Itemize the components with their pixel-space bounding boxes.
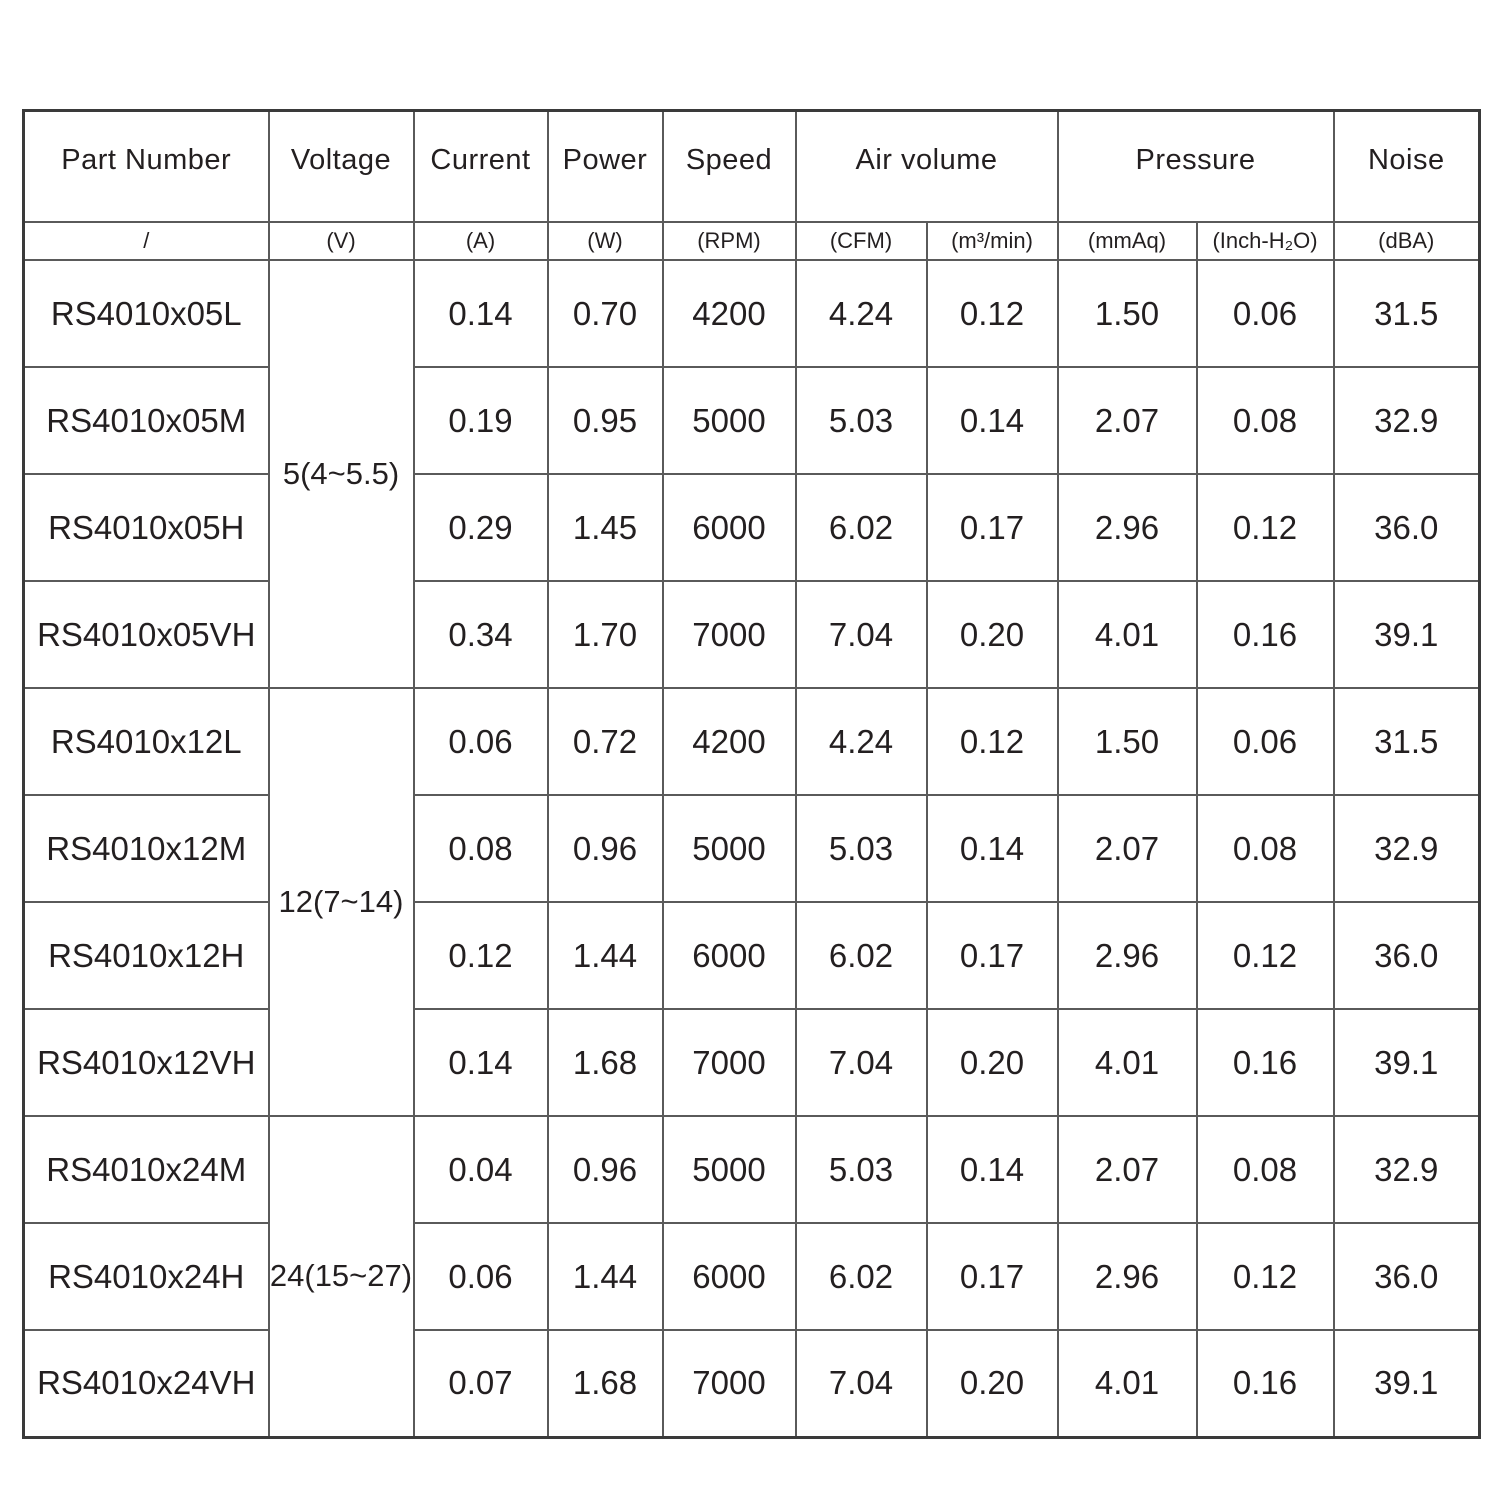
speed-cell: 6000 [663,1223,796,1330]
header-power: Power [548,111,663,223]
part-number-cell: RS4010x12M [24,795,269,902]
pressure-mmaq-cell: 2.07 [1058,367,1197,474]
air-cfm-cell: 4.24 [796,688,927,795]
speed-cell: 4200 [663,688,796,795]
part-number-cell: RS4010x24H [24,1223,269,1330]
pressure-mmaq-cell: 2.96 [1058,902,1197,1009]
air-m3-cell: 0.17 [927,1223,1058,1330]
pressure-mmaq-cell: 2.07 [1058,795,1197,902]
part-number-cell: RS4010x05M [24,367,269,474]
air-cfm-cell: 6.02 [796,902,927,1009]
noise-cell: 36.0 [1334,1223,1480,1330]
header-voltage: Voltage [269,111,414,223]
noise-cell: 32.9 [1334,1116,1480,1223]
power-cell: 1.70 [548,581,663,688]
table-row [24,474,1480,581]
power-cell: 0.72 [548,688,663,795]
table-row [24,1223,1480,1330]
voltage-group-cell: 5(4~5.5) [269,260,414,688]
noise-cell: 36.0 [1334,474,1480,581]
air-m3-cell: 0.17 [927,902,1058,1009]
speed-cell: 5000 [663,795,796,902]
noise-cell: 39.1 [1334,1009,1480,1116]
part-number-cell: RS4010x24VH [24,1330,269,1437]
pressure-mmaq-cell: 4.01 [1058,581,1197,688]
speed-cell: 6000 [663,902,796,1009]
unit-voltage: (V) [269,222,414,260]
fan-spec-table [22,109,1481,1439]
part-number-cell: RS4010x12L [24,688,269,795]
noise-cell: 36.0 [1334,902,1480,1009]
air-cfm-cell: 5.03 [796,367,927,474]
power-cell: 1.44 [548,902,663,1009]
current-cell: 0.08 [414,795,548,902]
current-cell: 0.12 [414,902,548,1009]
current-cell: 0.34 [414,581,548,688]
pressure-inch-cell: 0.16 [1197,581,1334,688]
pressure-inch-cell: 0.12 [1197,902,1334,1009]
current-cell: 0.29 [414,474,548,581]
current-cell: 0.14 [414,260,548,367]
table-row [24,367,1480,474]
unit-pressure-mmaq: (mmAq) [1058,222,1197,260]
header-pressure: Pressure [1058,111,1334,223]
air-m3-cell: 0.20 [927,1330,1058,1437]
air-m3-cell: 0.14 [927,367,1058,474]
pressure-inch-cell: 0.08 [1197,367,1334,474]
air-cfm-cell: 7.04 [796,1330,927,1437]
part-number-cell: RS4010x12VH [24,1009,269,1116]
part-number-cell: RS4010x24M [24,1116,269,1223]
part-number-cell: RS4010x05L [24,260,269,367]
pressure-mmaq-cell: 1.50 [1058,688,1197,795]
unit-power: (W) [548,222,663,260]
table-row [24,260,1480,367]
pressure-inch-cell: 0.16 [1197,1009,1334,1116]
header-current: Current [414,111,548,223]
air-cfm-cell: 6.02 [796,1223,927,1330]
noise-cell: 31.5 [1334,688,1480,795]
power-cell: 0.96 [548,795,663,902]
unit-pressure-inch: (Inch-H₂O) [1197,222,1334,260]
pressure-mmaq-cell: 2.96 [1058,1223,1197,1330]
noise-cell: 32.9 [1334,367,1480,474]
air-m3-cell: 0.20 [927,1009,1058,1116]
pressure-mmaq-cell: 1.50 [1058,260,1197,367]
speed-cell: 7000 [663,1330,796,1437]
table-row [24,902,1480,1009]
power-cell: 1.45 [548,474,663,581]
header-noise: Noise [1334,111,1480,223]
part-number-cell: RS4010x05H [24,474,269,581]
voltage-group-cell: 24(15~27) [269,1116,414,1437]
table-row [24,688,1480,795]
speed-cell: 7000 [663,581,796,688]
current-cell: 0.06 [414,1223,548,1330]
pressure-mmaq-cell: 4.01 [1058,1330,1197,1437]
noise-cell: 31.5 [1334,260,1480,367]
speed-cell: 5000 [663,367,796,474]
pressure-mmaq-cell: 4.01 [1058,1009,1197,1116]
unit-air-m3: (m³/min) [927,222,1058,260]
air-m3-cell: 0.17 [927,474,1058,581]
air-m3-cell: 0.12 [927,260,1058,367]
header-part-number: Part Number [24,111,269,223]
air-m3-cell: 0.12 [927,688,1058,795]
air-m3-cell: 0.20 [927,581,1058,688]
noise-cell: 32.9 [1334,795,1480,902]
part-number-cell: RS4010x05VH [24,581,269,688]
header-speed: Speed [663,111,796,223]
speed-cell: 4200 [663,260,796,367]
noise-cell: 39.1 [1334,1330,1480,1437]
air-cfm-cell: 4.24 [796,260,927,367]
current-cell: 0.14 [414,1009,548,1116]
power-cell: 1.68 [548,1330,663,1437]
pressure-inch-cell: 0.08 [1197,1116,1334,1223]
pressure-mmaq-cell: 2.96 [1058,474,1197,581]
air-cfm-cell: 7.04 [796,1009,927,1116]
pressure-inch-cell: 0.16 [1197,1330,1334,1437]
pressure-mmaq-cell: 2.07 [1058,1116,1197,1223]
table-row [24,581,1480,688]
unit-air-cfm: (CFM) [796,222,927,260]
current-cell: 0.04 [414,1116,548,1223]
power-cell: 0.96 [548,1116,663,1223]
table-row [24,1009,1480,1116]
speed-cell: 5000 [663,1116,796,1223]
pressure-inch-cell: 0.08 [1197,795,1334,902]
current-cell: 0.06 [414,688,548,795]
air-cfm-cell: 6.02 [796,474,927,581]
pressure-inch-cell: 0.12 [1197,474,1334,581]
table-row [24,795,1480,902]
current-cell: 0.07 [414,1330,548,1437]
header-air-volume: Air volume [796,111,1058,223]
air-m3-cell: 0.14 [927,795,1058,902]
power-cell: 0.70 [548,260,663,367]
table-row [24,1330,1480,1437]
pressure-inch-cell: 0.06 [1197,688,1334,795]
air-cfm-cell: 7.04 [796,581,927,688]
unit-current: (A) [414,222,548,260]
header-row [24,111,1480,223]
unit-speed: (RPM) [663,222,796,260]
unit-row [24,222,1480,260]
pressure-inch-cell: 0.06 [1197,260,1334,367]
part-number-cell: RS4010x12H [24,902,269,1009]
current-cell: 0.19 [414,367,548,474]
speed-cell: 7000 [663,1009,796,1116]
air-m3-cell: 0.14 [927,1116,1058,1223]
voltage-group-cell: 12(7~14) [269,688,414,1116]
speed-cell: 6000 [663,474,796,581]
pressure-inch-cell: 0.12 [1197,1223,1334,1330]
air-cfm-cell: 5.03 [796,1116,927,1223]
power-cell: 1.68 [548,1009,663,1116]
unit-noise: (dBA) [1334,222,1480,260]
unit-part-number: / [24,222,269,260]
power-cell: 1.44 [548,1223,663,1330]
power-cell: 0.95 [548,367,663,474]
noise-cell: 39.1 [1334,581,1480,688]
table-row [24,1116,1480,1223]
air-cfm-cell: 5.03 [796,795,927,902]
